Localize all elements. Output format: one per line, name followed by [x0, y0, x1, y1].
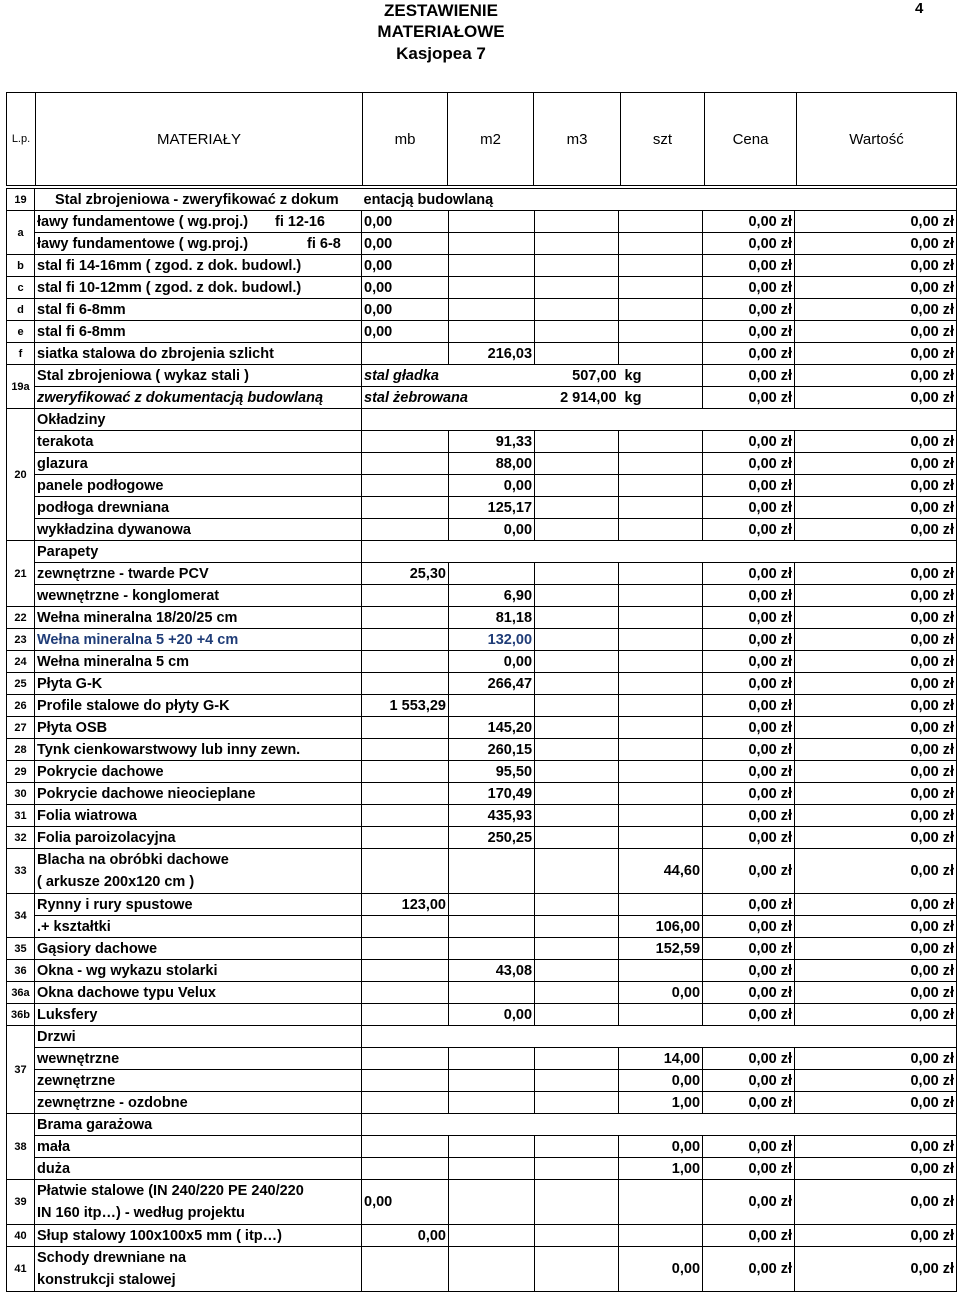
cell-m2: 260,15	[449, 739, 535, 761]
row-number: 40	[7, 1225, 35, 1247]
cell-szt: 0,00	[619, 1070, 703, 1092]
row-number: e	[7, 321, 35, 343]
header-mb: mb	[363, 93, 448, 186]
table-row	[7, 849, 957, 894]
row-heading: Brama garażowa	[35, 1114, 362, 1136]
cell-wartosc: 0,00 zł	[795, 761, 957, 783]
document-title-line-1: ZESTAWIENIE	[384, 1, 498, 20]
table-row	[7, 299, 957, 321]
cell-cena: 0,00 zł	[703, 827, 795, 849]
cell-steel-type: stal żebrowana	[362, 387, 535, 409]
row-description	[35, 1180, 362, 1225]
cell-wartosc: 0,00 zł	[795, 1092, 957, 1114]
header-wartosc: Wartość	[797, 93, 957, 186]
cell-wartosc: 0,00 zł	[795, 1070, 957, 1092]
document-title-line-3: Kasjopea 7	[396, 44, 486, 63]
cell-cena: 0,00 zł	[703, 387, 795, 409]
cell-wartosc: 0,00 zł	[795, 739, 957, 761]
cell-cena: 0,00 zł	[703, 453, 795, 475]
cell-quantity: 0,00	[362, 1180, 449, 1225]
row-description: Płyta G-K	[35, 673, 362, 695]
row-description: Folia paroizolacyjna	[35, 827, 362, 849]
table-row	[7, 1180, 957, 1225]
cell-wartosc: 0,00 zł	[795, 827, 957, 849]
cell-cena: 0,00 zł	[703, 805, 795, 827]
cell-m2: 125,17	[449, 497, 535, 519]
row-description: glazura	[35, 453, 362, 475]
table-row	[7, 189, 957, 211]
table-row	[7, 783, 957, 805]
cell-quantity: 2 914,00	[535, 387, 619, 409]
row-description: Tynk cienkowarstwowy lub inny zewn.	[35, 739, 362, 761]
cell-wartosc: 0,00 zł	[795, 1004, 957, 1026]
row-description: stal fi 6-8mm	[35, 299, 362, 321]
row-description: zweryfikować z dokumentacją budowlaną	[35, 387, 362, 409]
cell-m2: 0,00	[449, 475, 535, 497]
table-row	[7, 1158, 957, 1180]
table-row	[7, 938, 957, 960]
header-cena: Cena	[705, 93, 797, 186]
cell-cena: 0,00 zł	[703, 343, 795, 365]
cell-m2: 43,08	[449, 960, 535, 982]
cell-cena: 0,00 zł	[703, 607, 795, 629]
cell-cena: 0,00 zł	[703, 497, 795, 519]
document-title-line-2: MATERIAŁOWE	[377, 22, 505, 41]
row-text: ławy fundamentowe ( wg.proj.)	[37, 213, 249, 230]
row-description: zewnętrzne	[35, 1070, 362, 1092]
row-description: Gąsiory dachowe	[35, 938, 362, 960]
cell-cena: 0,00 zł	[703, 1092, 795, 1114]
table-row	[7, 916, 957, 938]
cell-mb: 25,30	[362, 563, 449, 585]
cell-cena: 0,00 zł	[703, 739, 795, 761]
row-number: f	[7, 343, 35, 365]
cell-cena: 0,00 zł	[703, 1048, 795, 1070]
table-row	[7, 673, 957, 695]
cell-m2: 435,93	[449, 805, 535, 827]
table-row	[7, 761, 957, 783]
row-description: wewnętrzne - konglomerat	[35, 585, 362, 607]
cell-cena: 0,00 zł	[703, 431, 795, 453]
table-row	[7, 497, 957, 519]
table-row	[7, 1225, 957, 1247]
table-row	[7, 827, 957, 849]
row-description-cont: entacją budowlaną	[362, 189, 535, 211]
cell-cena: 0,00 zł	[703, 211, 795, 233]
cell-szt: 1,00	[619, 1092, 703, 1114]
row-number: 20	[7, 409, 35, 541]
row-number: d	[7, 299, 35, 321]
row-number: 32	[7, 827, 35, 849]
cell-cena: 0,00 zł	[703, 1158, 795, 1180]
cell-wartosc: 0,00 zł	[795, 938, 957, 960]
row-number: 31	[7, 805, 35, 827]
cell-cena: 0,00 zł	[703, 299, 795, 321]
row-description: Stal zbrojeniowa ( wykaz stali )	[35, 365, 362, 387]
table-row	[7, 894, 957, 916]
cell-mb: 0,00	[362, 321, 449, 343]
row-number: a	[7, 211, 35, 255]
row-number: 19a	[7, 365, 35, 409]
cell-cena: 0,00 zł	[703, 255, 795, 277]
cell-szt: 1,00	[619, 1158, 703, 1180]
cell-szt: 44,60	[619, 849, 703, 894]
row-heading: Parapety	[35, 541, 362, 563]
row-text-line-1: Blacha na obróbki dachowe	[37, 852, 229, 868]
row-heading: Okładziny	[35, 409, 362, 431]
cell-unit: kg	[619, 387, 703, 409]
row-description: panele podłogowe	[35, 475, 362, 497]
cell-cena: 0,00 zł	[703, 365, 795, 387]
row-number: 28	[7, 739, 35, 761]
row-number: 33	[7, 849, 35, 894]
row-number: 21	[7, 541, 35, 607]
cell-wartosc: 0,00 zł	[795, 1136, 957, 1158]
row-description	[35, 849, 362, 894]
row-description: Pokrycie dachowe	[35, 761, 362, 783]
table-row	[7, 585, 957, 607]
cell-mb: 0,00	[362, 211, 449, 233]
row-description: Stal zbrojeniowa - zweryfikować z dokum	[35, 189, 362, 211]
cell-wartosc: 0,00 zł	[795, 1180, 957, 1225]
table-row	[7, 1026, 957, 1048]
cell-cena: 0,00 zł	[703, 717, 795, 739]
cell-cena: 0,00 zł	[703, 1136, 795, 1158]
row-number: 19	[7, 189, 35, 211]
table-row	[7, 717, 957, 739]
cell-cena: 0,00 zł	[703, 761, 795, 783]
table-row	[7, 475, 957, 497]
table-row	[7, 387, 957, 409]
row-text-line-1: Płatwie stalowe (IN 240/220 PE 240/220	[37, 1183, 304, 1199]
row-description: wykładzina dywanowa	[35, 519, 362, 541]
cell-wartosc: 0,00 zł	[795, 475, 957, 497]
cell-wartosc: 0,00 zł	[795, 431, 957, 453]
cell-m2: 95,50	[449, 761, 535, 783]
table-row	[7, 409, 957, 431]
table-row	[7, 960, 957, 982]
row-description: Okna - wg wykazu stolarki	[35, 960, 362, 982]
cell-wartosc: 0,00 zł	[795, 585, 957, 607]
row-description	[35, 233, 362, 255]
cell-quantity: 507,00	[535, 365, 619, 387]
header-szt: szt	[621, 93, 705, 186]
cell-steel-type: stal gładka	[362, 365, 535, 387]
row-number: 34	[7, 894, 35, 938]
row-number: 36a	[7, 982, 35, 1004]
table-row	[7, 541, 957, 563]
cell-m2: 88,00	[449, 453, 535, 475]
row-description: Płyta OSB	[35, 717, 362, 739]
cell-cena: 0,00 zł	[703, 960, 795, 982]
cell-mb: 0,00	[362, 255, 449, 277]
row-number: 27	[7, 717, 35, 739]
cell-mb: 0,00	[362, 277, 449, 299]
materials-table	[6, 188, 957, 1292]
row-description: Rynny i rury spustowe	[35, 894, 362, 916]
cell-wartosc: 0,00 zł	[795, 453, 957, 475]
row-description: zewnętrzne - ozdobne	[35, 1092, 362, 1114]
table-row	[7, 255, 957, 277]
cell-wartosc: 0,00 zł	[795, 849, 957, 894]
row-text-line-2: ( arkusze 200x120 cm )	[37, 874, 195, 890]
cell-mb: 123,00	[362, 894, 449, 916]
cell-unit: kg	[619, 365, 703, 387]
cell-cena: 0,00 zł	[703, 938, 795, 960]
cell-wartosc: 0,00 zł	[795, 1048, 957, 1070]
cell-szt: 152,59	[619, 938, 703, 960]
row-text-line-2: IN 160 itp…) - według projektu	[37, 1205, 245, 1221]
table-row	[7, 321, 957, 343]
cell-m2: 0,00	[449, 519, 535, 541]
header-m2: m2	[448, 93, 534, 186]
cell-m2: 250,25	[449, 827, 535, 849]
cell-cena: 0,00 zł	[703, 673, 795, 695]
table-row	[7, 651, 957, 673]
cell-cena: 0,00 zł	[703, 695, 795, 717]
table-row	[7, 1070, 957, 1092]
cell-cena: 0,00 zł	[703, 1180, 795, 1225]
cell-m2: 6,90	[449, 585, 535, 607]
table-row	[7, 563, 957, 585]
table-row	[7, 233, 957, 255]
row-number: 39	[7, 1180, 35, 1225]
cell-wartosc: 0,00 zł	[795, 894, 957, 916]
row-number: 29	[7, 761, 35, 783]
cell-m2: 132,00	[449, 629, 535, 651]
cell-wartosc: 0,00 zł	[795, 277, 957, 299]
cell-wartosc: 0,00 zł	[795, 651, 957, 673]
cell-szt: 106,00	[619, 916, 703, 938]
row-description: siatka stalowa do zbrojenia szlicht	[35, 343, 362, 365]
row-description: Wełna mineralna 5 cm	[35, 651, 362, 673]
table-row	[7, 805, 957, 827]
cell-cena: 0,00 zł	[703, 629, 795, 651]
cell-wartosc: 0,00 zł	[795, 982, 957, 1004]
row-description: stal fi 14-16mm ( zgod. z dok. budowl.)	[35, 255, 362, 277]
cell-wartosc: 0,00 zł	[795, 321, 957, 343]
row-description: Wełna mineralna 5 +20 +4 cm	[35, 629, 362, 651]
cell-wartosc: 0,00 zł	[795, 387, 957, 409]
row-number: 24	[7, 651, 35, 673]
table-row	[7, 629, 957, 651]
cell-cena: 0,00 zł	[703, 475, 795, 497]
cell-wartosc: 0,00 zł	[795, 299, 957, 321]
cell-cena: 0,00 zł	[703, 1004, 795, 1026]
cell-cena: 0,00 zł	[703, 1247, 795, 1292]
row-text-line-1: Schody drewniane na	[37, 1250, 187, 1266]
row-description: stal fi 10-12mm ( zgod. z dok. budowl.)	[35, 277, 362, 299]
row-description: Wełna mineralna 18/20/25 cm	[35, 607, 362, 629]
cell-m2: 91,33	[449, 431, 535, 453]
row-description: Luksfery	[35, 1004, 362, 1026]
cell-mb: 0,00	[362, 299, 449, 321]
cell-wartosc: 0,00 zł	[795, 1247, 957, 1292]
cell-cena: 0,00 zł	[703, 233, 795, 255]
cell-cena: 0,00 zł	[703, 849, 795, 894]
row-number: 35	[7, 938, 35, 960]
table-row	[7, 607, 957, 629]
cell-szt: 14,00	[619, 1048, 703, 1070]
cell-cena: 0,00 zł	[703, 1225, 795, 1247]
page-number: 4	[915, 0, 924, 17]
cell-wartosc: 0,00 zł	[795, 783, 957, 805]
table-row	[7, 1004, 957, 1026]
cell-m2: 170,49	[449, 783, 535, 805]
cell-m2: 0,00	[449, 651, 535, 673]
row-number: c	[7, 277, 35, 299]
cell-mb: 1 553,29	[362, 695, 449, 717]
row-description: wewnętrzne	[35, 1048, 362, 1070]
row-description	[35, 211, 362, 233]
cell-cena: 0,00 zł	[703, 519, 795, 541]
cell-wartosc: 0,00 zł	[795, 673, 957, 695]
cell-m2: 145,20	[449, 717, 535, 739]
table-row	[7, 431, 957, 453]
cell-szt: 0,00	[619, 982, 703, 1004]
row-description	[35, 1247, 362, 1292]
table-row	[7, 695, 957, 717]
cell-mb: 0,00	[362, 1225, 449, 1247]
cell-cena: 0,00 zł	[703, 585, 795, 607]
cell-cena: 0,00 zł	[703, 894, 795, 916]
row-description: Pokrycie dachowe nieocieplane	[35, 783, 362, 805]
header-materials: MATERIAŁY	[36, 93, 363, 186]
row-number: 36b	[7, 1004, 35, 1026]
row-number: 37	[7, 1026, 35, 1114]
table-row	[7, 519, 957, 541]
row-description: podłoga drewniana	[35, 497, 362, 519]
cell-cena: 0,00 zł	[703, 783, 795, 805]
row-description: duża	[35, 1158, 362, 1180]
cell-cena: 0,00 zł	[703, 277, 795, 299]
table-row	[7, 211, 957, 233]
row-description: Okna dachowe typu Velux	[35, 982, 362, 1004]
row-text-line-2: konstrukcji stalowej	[37, 1272, 176, 1288]
row-number: 26	[7, 695, 35, 717]
cell-cena: 0,00 zł	[703, 321, 795, 343]
header-m3: m3	[534, 93, 621, 186]
row-description: Folia wiatrowa	[35, 805, 362, 827]
cell-wartosc: 0,00 zł	[795, 497, 957, 519]
cell-wartosc: 0,00 zł	[795, 607, 957, 629]
row-description: terakota	[35, 431, 362, 453]
cell-m2: 81,18	[449, 607, 535, 629]
table-row	[7, 343, 957, 365]
row-number: 25	[7, 673, 35, 695]
cell-wartosc: 0,00 zł	[795, 255, 957, 277]
row-description: .+ kształtki	[35, 916, 362, 938]
row-description: Słup stalowy 100x100x5 mm ( itp…)	[35, 1225, 362, 1247]
row-text: ławy fundamentowe ( wg.proj.)	[37, 235, 249, 252]
table-row	[7, 1247, 957, 1292]
table-row	[7, 277, 957, 299]
cell-wartosc: 0,00 zł	[795, 519, 957, 541]
row-number: 30	[7, 783, 35, 805]
cell-cena: 0,00 zł	[703, 982, 795, 1004]
cell-wartosc: 0,00 zł	[795, 233, 957, 255]
row-fi: fi 6-8	[307, 235, 341, 252]
table-row	[7, 1048, 957, 1070]
cell-cena: 0,00 zł	[703, 563, 795, 585]
cell-szt: 0,00	[619, 1136, 703, 1158]
table-row	[7, 1092, 957, 1114]
table-row	[7, 1136, 957, 1158]
cell-wartosc: 0,00 zł	[795, 916, 957, 938]
table-row	[7, 1114, 957, 1136]
cell-mb: 0,00	[362, 233, 449, 255]
row-description: zewnętrzne - twarde PCV	[35, 563, 362, 585]
table-row	[7, 982, 957, 1004]
table-row	[7, 453, 957, 475]
cell-wartosc: 0,00 zł	[795, 343, 957, 365]
row-number: 22	[7, 607, 35, 629]
cell-wartosc: 0,00 zł	[795, 960, 957, 982]
column-header-table	[6, 92, 957, 186]
cell-cena: 0,00 zł	[703, 651, 795, 673]
cell-wartosc: 0,00 zł	[795, 629, 957, 651]
table-row	[7, 739, 957, 761]
row-number: 23	[7, 629, 35, 651]
cell-wartosc: 0,00 zł	[795, 717, 957, 739]
cell-m2: 216,03	[449, 343, 535, 365]
cell-wartosc: 0,00 zł	[795, 1225, 957, 1247]
cell-m2: 266,47	[449, 673, 535, 695]
cell-szt: 0,00	[619, 1247, 703, 1292]
cell-wartosc: 0,00 zł	[795, 365, 957, 387]
cell-wartosc: 0,00 zł	[795, 695, 957, 717]
row-description: mała	[35, 1136, 362, 1158]
row-number: 38	[7, 1114, 35, 1180]
row-number: 41	[7, 1247, 35, 1292]
cell-wartosc: 0,00 zł	[795, 1158, 957, 1180]
row-description: stal fi 6-8mm	[35, 321, 362, 343]
cell-m2: 0,00	[449, 1004, 535, 1026]
row-number: 36	[7, 960, 35, 982]
header-lp: L.p.	[7, 93, 36, 186]
cell-cena: 0,00 zł	[703, 1070, 795, 1092]
row-heading: Drzwi	[35, 1026, 362, 1048]
row-number: b	[7, 255, 35, 277]
table-row	[7, 365, 957, 387]
row-fi: fi 12-16	[275, 213, 325, 230]
cell-wartosc: 0,00 zł	[795, 211, 957, 233]
cell-wartosc: 0,00 zł	[795, 805, 957, 827]
row-description: Profile stalowe do płyty G-K	[35, 695, 362, 717]
cell-cena: 0,00 zł	[703, 916, 795, 938]
cell-wartosc: 0,00 zł	[795, 563, 957, 585]
